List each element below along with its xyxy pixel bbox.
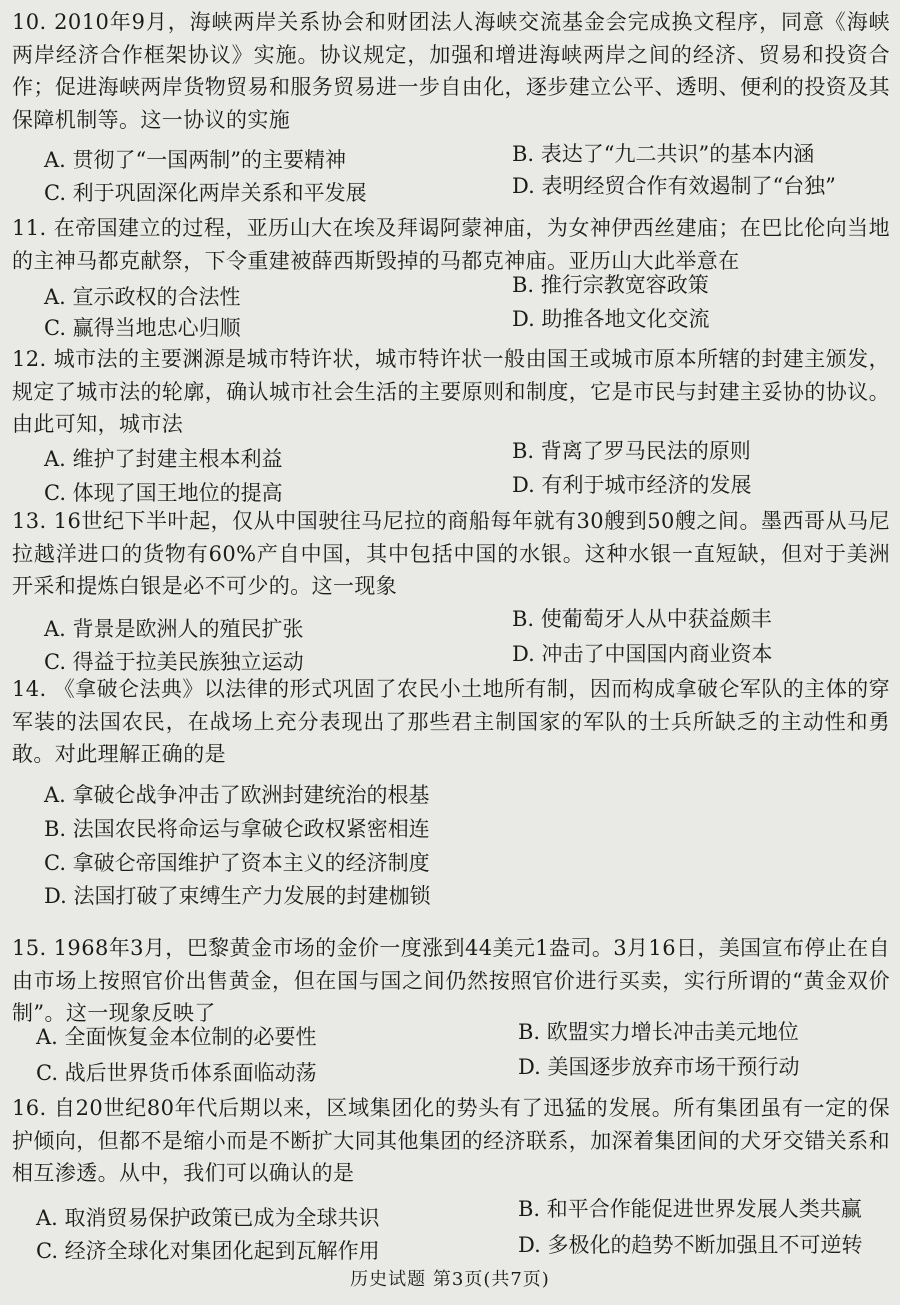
option-d: D. 有利于城市经济的发展 [512,473,752,497]
question-stem: 12. 城市法的主要渊源是城市特许状，城市特许状一般由国王或城市原本所辖的封建主颁发，规定了城市法的轮廓，确认城市社会生活的主要原则和制度，它是市民与封建主妥协的协议。由此可知，城市法 [12,347,890,436]
question-stem: 13. 16世纪下半叶起，仅从中国驶往马尼拉的商船每年就有30艘到50艘之间。墨西哥从马尼拉越洋进口的货物有60%产自中国，其中包括中国的水银。这种水银一直短缺，但对于美洲开采和提炼白银是必不可少的。这一现象 [12,509,890,598]
option-b: B. 使葡萄牙人从中获益颇丰 [512,607,772,631]
option-a: A. 贯彻了“一国两制”的主要精神 [44,148,346,172]
option-a: A. 拿破仑战争冲击了欧洲封建统治的根基 [44,783,430,807]
option-c: C. 赢得当地忠心归顺 [44,316,241,340]
option-b: B. 推行宗教宽容政策 [512,273,709,297]
option-c: C. 拿破仑帝国维护了资本主义的经济制度 [44,851,430,875]
option-a: A. 全面恢复金本位制的必要性 [36,1025,317,1049]
option-b: B. 和平合作能促进世界发展人类共赢 [518,1197,862,1221]
option-b: B. 表达了“九二共识”的基本内涵 [512,142,815,166]
option-c: C. 战后世界货币体系面临动荡 [36,1061,317,1085]
option-a: A. 维护了封建主根本利益 [44,447,283,471]
option-c: C. 得益于拉美民族独立运动 [44,650,304,674]
option-d: D. 美国逐步放弃市场干预行动 [518,1055,800,1079]
question-stem: 14. 《拿破仑法典》以法律的形式巩固了农民小土地所有制，因而构成拿破仑军队的主体的穿军装的法国农民，在战场上充分表现出了那些君主制国家的军队的士兵所缺乏的主动性和勇敢。对此理解正确的是 [12,677,890,766]
option-b: B. 背离了罗马民法的原则 [512,439,751,463]
option-b: B. 法国农民将命运与拿破仑政权紧密相连 [44,817,430,841]
option-c: C. 利于巩固深化两岸关系和平发展 [44,181,367,205]
option-d: D. 助推各地文化交流 [512,307,710,331]
question-stem: 15. 1968年3月，巴黎黄金市场的金价一度涨到44美元1盎司。3月16日，美国宣布停止在自由市场上按照官价出售黄金，但在国与国之间仍然按照官价进行买卖，实行所谓的“黄金双价制”。这一现象反映了 [12,936,890,1025]
option-d: D. 表明经贸合作有效遏制了“台独” [512,174,836,198]
option-d: D. 法国打破了束缚生产力发展的封建枷锁 [44,884,431,908]
question-stem: 11. 在帝国建立的过程，亚历山大在埃及拜谒阿蒙神庙，为女神伊西丝建庙；在巴比伦向当地的主神马都克献祭，下令重建被薛西斯毁掉的马都克神庙。亚历山大此举意在 [12,216,890,273]
option-c: C. 体现了国王地位的提高 [44,481,283,505]
option-a: A. 背景是欧洲人的殖民扩张 [44,617,304,641]
option-c: C. 经济全球化对集团化起到瓦解作用 [36,1239,380,1263]
question-stem: 16. 自20世纪80年代后期以来，区域集团化的势头有了迅猛的发展。所有集团虽有一定的保护倾向，但都不是缩小而是不断扩大同其他集团的经济联系，加深着集团间的犬牙交错关系和相互渗透。从中，我们可以确认的是 [12,1096,890,1185]
option-b: B. 欧盟实力增长冲击美元地位 [518,1020,799,1044]
question-stem: 10. 2010年9月，海峡两岸关系协会和财团法人海峡交流基金会完成换文程序，同意《海峡两岸经济合作框架协议》实施。协议规定，加强和增进海峡两岸之间的经济、贸易和投资合作；促进海峡两岸货物贸易和服务贸易进一步自由化，逐步建立公平、透明、便利的投资及其保障机制等。这一协议的实施 [12,10,890,132]
option-a: A. 宣示政权的合法性 [44,285,241,309]
page-footer: 历史试题 第3页(共7页) [350,1269,550,1290]
option-d: D. 多极化的趋势不断加强且不可逆转 [518,1233,863,1257]
option-a: A. 取消贸易保护政策已成为全球共识 [36,1206,380,1230]
option-d: D. 冲击了中国国内商业资本 [512,642,773,666]
